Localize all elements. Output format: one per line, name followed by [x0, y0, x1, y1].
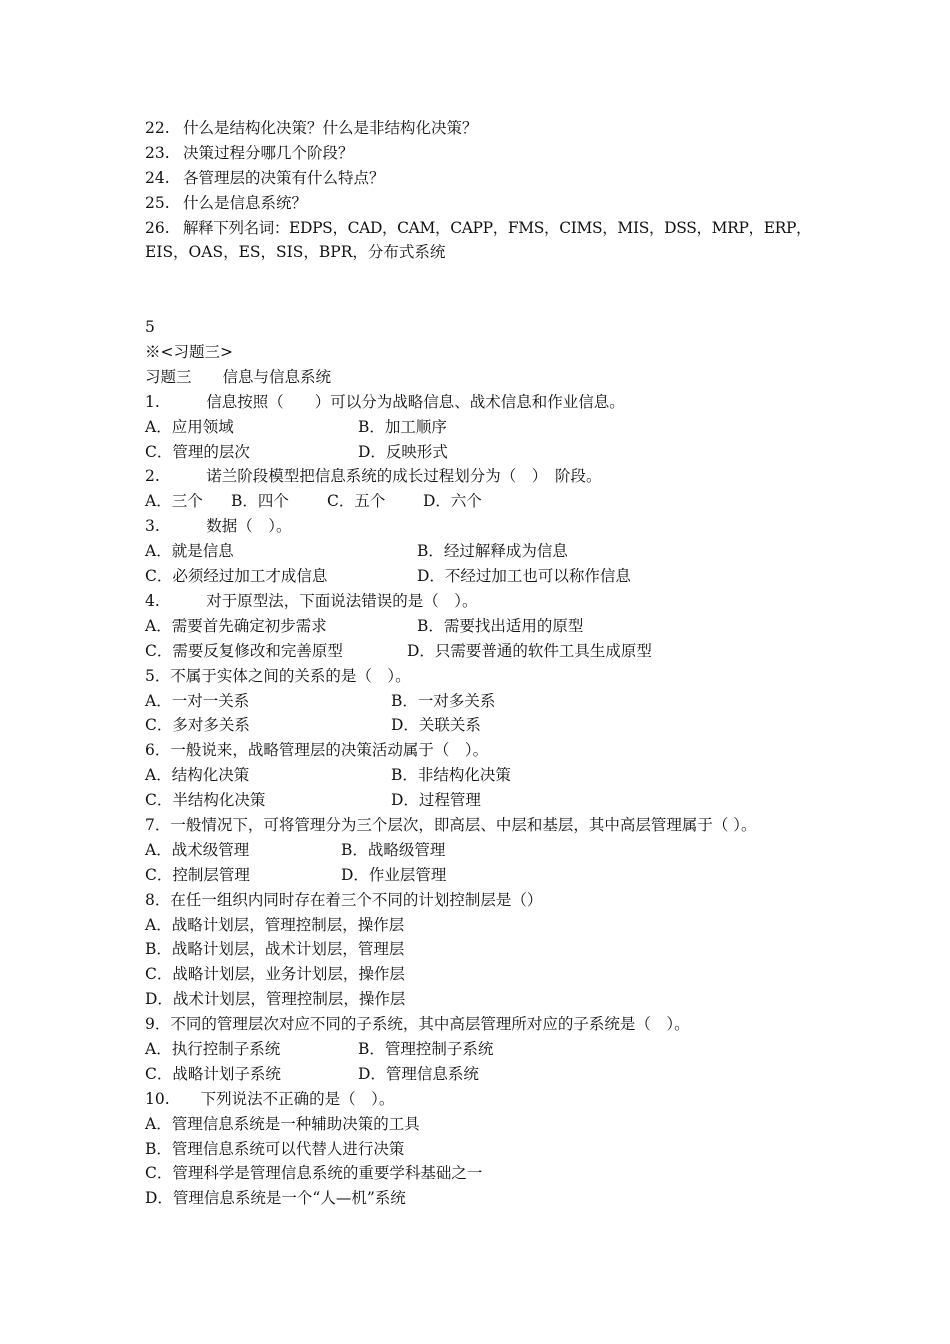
option-a: A．战术级管理 — [145, 840, 250, 859]
option-row — [145, 489, 825, 514]
option-d: D．关联关系 — [391, 716, 481, 735]
option-row — [145, 1062, 825, 1087]
option-b: B．非结构化决策 — [391, 766, 511, 785]
question-text: 各管理层的决策有什么特点？ — [183, 168, 385, 187]
option-d: D．反映形式 — [358, 442, 448, 461]
question-25 — [145, 191, 825, 216]
option-row — [145, 713, 825, 738]
option-b: B．管理控制子系统 — [358, 1039, 494, 1058]
option-d: D．管理信息系统 — [358, 1064, 479, 1083]
question-22 — [145, 116, 825, 141]
option-row — [145, 415, 825, 440]
option-a: A．执行控制子系统 — [145, 1039, 281, 1058]
option-row — [145, 639, 825, 664]
question-stem: 7．一般情况下，可将管理分为三个层次，即高层、中层和基层，其中高层管理属于（ ）。 — [145, 815, 757, 834]
option-d: D．战术计划层，管理控制层，操作层 — [145, 990, 406, 1009]
question-number: 25. — [145, 193, 170, 212]
question-text: 什么是结构化决策？什么是非结构化决策？ — [183, 119, 478, 137]
option-c: C．五个 — [327, 492, 386, 511]
option-d: D．过程管理 — [391, 791, 481, 810]
section-marker: ※<习题三> — [145, 343, 233, 362]
question-text: 什么是信息系统？ — [183, 193, 308, 212]
question-number: 26. — [145, 218, 170, 237]
option-row — [145, 788, 825, 813]
question-23 — [145, 141, 825, 166]
question-stem: 8．在任一组织内同时存在着三个不同的计划控制层是（） — [145, 890, 543, 909]
option-c: C．战略计划层，业务计划层，操作层 — [145, 965, 405, 984]
option-a: A．管理信息系统是一种辅助决策的工具 — [145, 1114, 420, 1133]
option-b: B．战略级管理 — [341, 840, 446, 859]
option-row — [145, 763, 825, 788]
option-a: A．结构化决策 — [145, 766, 250, 785]
option-a: A．应用领域 — [145, 417, 234, 436]
question-26 — [145, 216, 825, 241]
option-c: C．多对多关系 — [145, 716, 250, 735]
question-text: 决策过程分哪几个阶段？ — [183, 143, 354, 162]
option-b: B．战略计划层，战术计划层，管理层 — [145, 940, 405, 959]
option-a: A．三个 — [145, 492, 203, 511]
option-row — [145, 1037, 825, 1062]
option-row — [145, 838, 825, 863]
option-b: B．需要找出适用的原型 — [417, 616, 584, 635]
option-row — [145, 863, 825, 888]
question-stem: 3. 数据（ ）。 — [145, 517, 292, 536]
question-number: 24. — [145, 168, 170, 187]
option-a: A．就是信息 — [145, 542, 234, 561]
option-b: B．加工顺序 — [358, 417, 447, 436]
section-title: 习题三 信息与信息系统 — [145, 367, 332, 386]
option-c: C．半结构化决策 — [145, 791, 266, 810]
option-row — [145, 564, 825, 589]
option-c: C．管理科学是管理信息系统的重要学科基础之一 — [145, 1164, 483, 1183]
option-d: D．不经过加工也可以称作信息 — [417, 567, 631, 586]
option-row — [145, 689, 825, 714]
page-number: 5 — [145, 318, 155, 337]
option-a: A．一对一关系 — [145, 691, 250, 710]
question-stem: 4. 对于原型法，下面说法错误的是（ ）。 — [145, 591, 478, 610]
question-text: 解释下列名词：EDPS，CAD，CAM，CAPP，FMS，CIMS，MIS，DSS，MRP，ERP， — [183, 218, 812, 237]
option-d: D．六个 — [423, 492, 482, 511]
question-stem: 5．不属于实体之间的关系的是（ ）。 — [145, 666, 411, 685]
question-stem: 2. 诺兰阶段模型把信息系统的成长过程划分为（ ） 阶段。 — [145, 467, 602, 486]
option-b: B．一对多关系 — [391, 691, 496, 710]
option-b: B．管理信息系统可以代替人进行决策 — [145, 1139, 405, 1158]
question-number: 22. — [145, 119, 170, 137]
option-b: B．四个 — [231, 492, 289, 511]
option-c: C．需要反复修改和完善原型 — [145, 641, 343, 660]
document-page — [145, 116, 825, 1211]
question-stem: 6．一般说来，战略管理层的决策活动属于（ ）。 — [145, 741, 489, 760]
option-c: C．必须经过加工才成信息 — [145, 567, 328, 586]
question-stem: 10. 下列说法不正确的是（ ）。 — [145, 1089, 395, 1108]
option-row — [145, 440, 825, 465]
option-c: C．管理的层次 — [145, 442, 250, 461]
option-b: B．经过解释成为信息 — [417, 542, 568, 561]
question-number: 23. — [145, 143, 170, 162]
option-row — [145, 539, 825, 564]
option-d: D．管理信息系统是一个“人—机”系统 — [145, 1189, 406, 1208]
spacer — [145, 265, 825, 315]
option-c: C．控制层管理 — [145, 865, 250, 884]
option-c: C．战略计划子系统 — [145, 1064, 281, 1083]
question-26-continuation: EIS，OAS，ES，SIS，BPR，分布式系统 — [145, 243, 446, 262]
option-d: D．作业层管理 — [341, 865, 447, 884]
question-24 — [145, 166, 825, 191]
option-row — [145, 614, 825, 639]
question-stem: 1. 信息按照（ ）可以分为战略信息、战术信息和作业信息。 — [145, 392, 625, 411]
option-a: A．战略计划层，管理控制层，操作层 — [145, 915, 405, 934]
option-d: D．只需要普通的软件工具生成原型 — [407, 641, 652, 660]
question-stem: 9．不同的管理层次对应不同的子系统，其中高层管理所对应的子系统是（ ）。 — [145, 1015, 690, 1034]
option-a: A．需要首先确定初步需求 — [145, 616, 327, 635]
